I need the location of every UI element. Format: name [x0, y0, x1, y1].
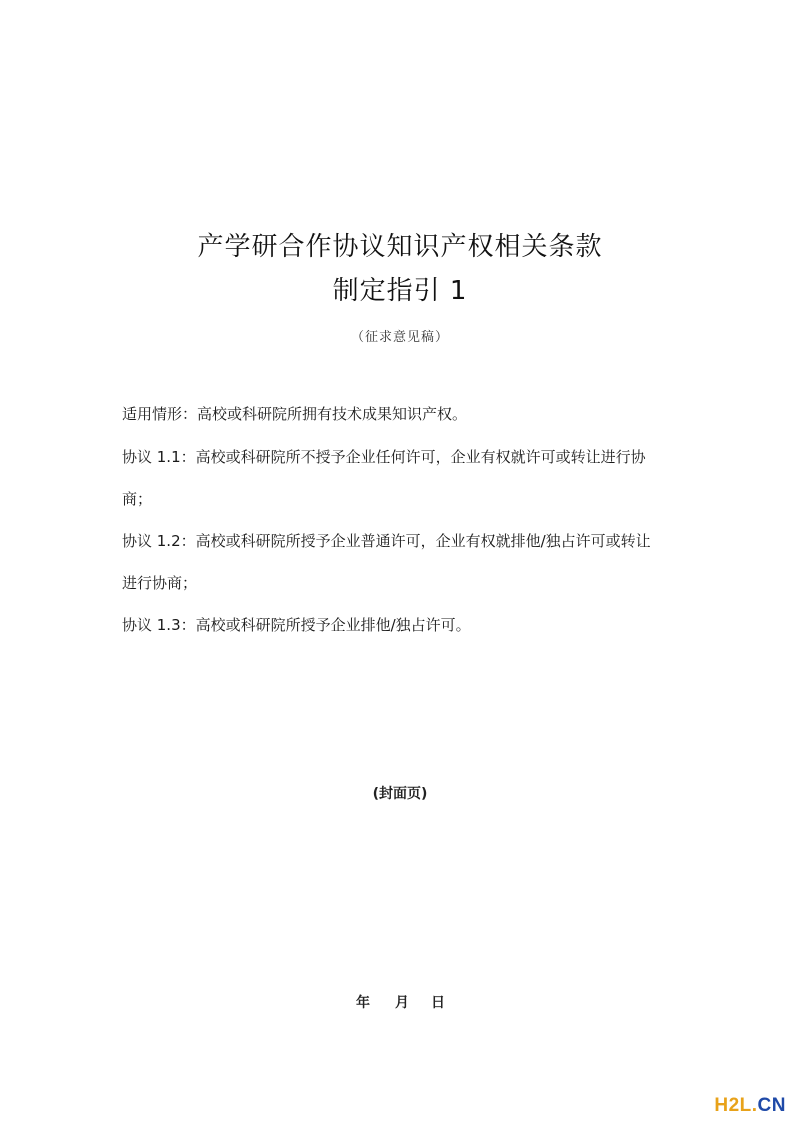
watermark-cn: CN	[757, 1095, 786, 1116]
watermark-dot: .	[751, 1095, 758, 1116]
watermark-h2l: H2L	[714, 1095, 752, 1116]
site-watermark-logo	[714, 1095, 786, 1117]
date-month-label: 月	[395, 995, 409, 1011]
cover-page-label: (封面页)	[372, 786, 428, 802]
applicable-situation-paragraph: 适用情形：高校或科研院所拥有技术成果知识产权。	[122, 405, 468, 423]
document-subtitle: （征求意见稿）	[350, 330, 449, 345]
agreement-1-2-line2: 进行协商；	[122, 574, 198, 592]
date-year-label: 年	[356, 995, 370, 1011]
document-title-line2: 制定指引 1	[332, 276, 468, 306]
document-title-line1: 产学研合作协议知识产权相关条款	[197, 232, 603, 262]
agreement-1-2-line1: 协议 1.2：高校或科研院所授予企业普通许可，企业有权就排他/独占许可或转让	[122, 532, 651, 550]
agreement-1-3-line: 协议 1.3：高校或科研院所授予企业排他/独占许可。	[122, 616, 471, 634]
agreement-1-1-line2: 商；	[122, 490, 153, 508]
agreement-1-1-line1: 协议 1.1：高校或科研院所不授予企业任何许可，企业有权就许可或转让进行协	[122, 448, 646, 466]
date-day-label: 日	[431, 995, 445, 1011]
